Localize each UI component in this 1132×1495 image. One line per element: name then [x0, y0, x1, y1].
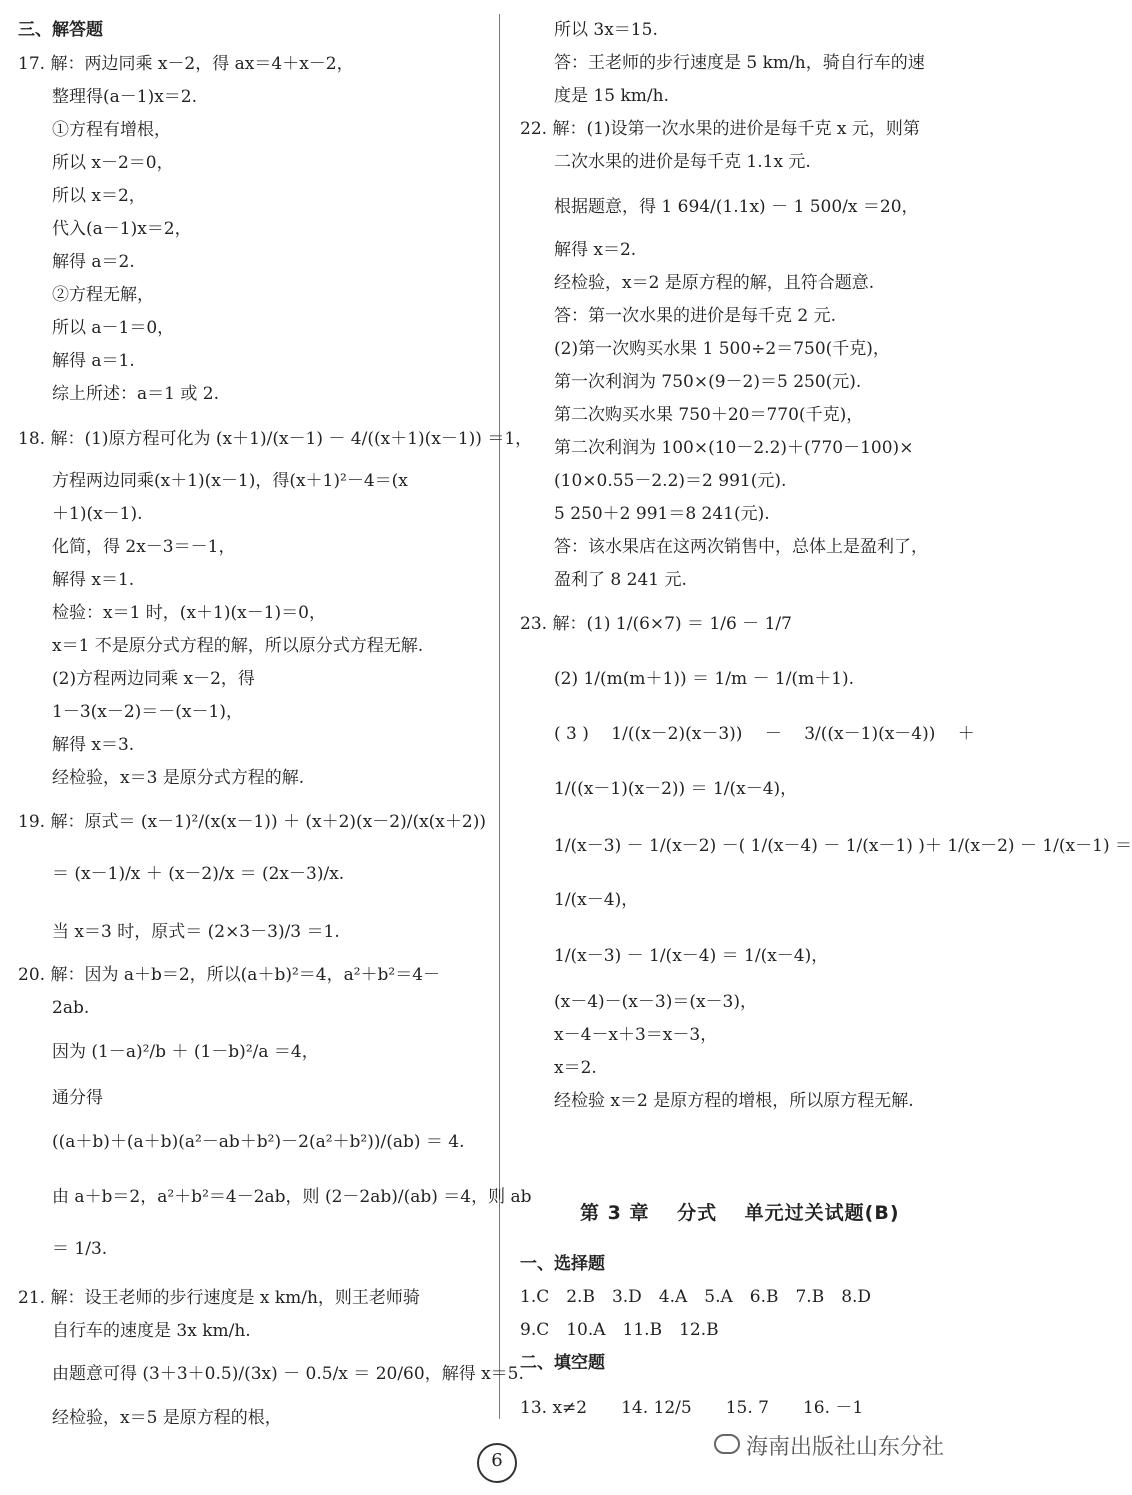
text-line: ((a＋b)＋(a＋b)(a²－ab＋b²)－2(a²＋b²))/(ab) ＝ 4. [52, 1132, 465, 1152]
text-line: 20. 解：因为 a＋b＝2，所以(a＋b)²＝4，a²＋b²＝4－ [18, 965, 441, 985]
text-line: 经检验，x＝2 是原方程的解，且符合题意. [554, 273, 875, 293]
text-line: 检验：x＝1 时，(x＋1)(x－1)＝0， [52, 603, 326, 623]
text-line: 18. 解：(1)原方程可化为 (x＋1)/(x－1) － 4/((x＋1)(x－1)) ＝1， [18, 429, 533, 449]
text-line: 所以 3x＝15. [554, 20, 658, 40]
text-line: 1.C 2.B 3.D 4.A 5.A 6.B 7.B 8.D [520, 1287, 872, 1307]
text-line: 解得 x＝2. [554, 240, 637, 260]
text-line: 代入(a－1)x＝2， [52, 219, 192, 239]
page-number [472, 1443, 522, 1483]
section-heading: 二、填空题 [520, 1353, 605, 1373]
section-heading: 三、解答题 [18, 20, 103, 40]
text-line: 1－3(x－2)＝－(x－1)， [52, 702, 243, 722]
text-line: 经检验，x＝3 是原分式方程的解. [52, 768, 305, 788]
text-line: 1/(x－3) － 1/(x－4) ＝ 1/(x－4)， [554, 946, 829, 966]
page-number-label: 6 [491, 1450, 503, 1471]
text-line: ＋1)(x－1). [52, 504, 143, 524]
text-line: 23. 解：(1) 1/(6×7) ＝ 1/6 － 1/7 [520, 614, 792, 634]
text-line: 经检验，x＝5 是原方程的根， [52, 1408, 282, 1428]
text-line: 第二次购买水果 750＋20＝770(千克)， [554, 405, 864, 425]
text-line: 当 x＝3 时，原式＝ (2×3－3)/3 ＝1. [52, 922, 340, 942]
text-line: 由 a＋b＝2，a²＋b²＝4－2ab，则 (2－2ab)/(ab) ＝4，则 ab [52, 1187, 532, 1207]
text-line: 解得 a＝2. [52, 252, 135, 272]
text-line: 所以 x－2＝0， [52, 153, 174, 173]
text-line: (2)方程两边同乘 x－2，得 [52, 669, 255, 689]
text-line: (2)第一次购买水果 1 500÷2＝750(千克)， [554, 339, 890, 359]
text-line: 整理得(a－1)x＝2. [52, 87, 198, 107]
text-line: 9.C 10.A 11.B 12.B [520, 1320, 719, 1340]
text-line: x－4－x＋3＝x－3， [554, 1025, 718, 1045]
text-line: 1/((x－1)(x－2)) ＝ 1/(x－4)， [554, 779, 798, 799]
text-line: (10×0.55－2.2)＝2 991(元). [554, 471, 787, 491]
text-line: x＝2. [554, 1058, 597, 1078]
text-line: 17. 解：两边同乘 x－2，得 ax＝4＋x－2， [18, 54, 354, 74]
text-line: 通分得 [52, 1088, 103, 1108]
text-line: (2) 1/(m(m＋1)) ＝ 1/m － 1/(m＋1). [554, 669, 855, 689]
text-line: 答：第一次水果的进价是每千克 2 元. [554, 306, 837, 326]
text-line: 答：王老师的步行速度是 5 km/h，骑自行车的速 [554, 53, 925, 73]
text-line: 解得 a＝1. [52, 351, 135, 371]
watermark-text: 海南出版社山东分社 [746, 1435, 945, 1460]
text-line: 答：该水果店在这两次销售中，总体上是盈利了， [554, 537, 928, 557]
text-line: 13. x≠2 14. 12/5 15. 7 16. －1 [520, 1398, 864, 1418]
text-line: 因为 (1－a)²/b ＋ (1－b)²/a ＝4， [52, 1042, 319, 1062]
chapter-title: 第 3 章 分式 单元过关试题(B) [580, 1202, 900, 1224]
text-line: ②方程无解， [52, 285, 154, 305]
text-line: ＝ 1/3. [52, 1239, 108, 1259]
wechat-icon [714, 1434, 740, 1454]
text-line: 自行车的速度是 3x km/h. [52, 1321, 251, 1341]
text-line: 5 250＋2 991＝8 241(元). [554, 504, 770, 524]
text-line: 2ab. [52, 998, 90, 1018]
text-line: 所以 x＝2， [52, 186, 146, 206]
text-line: 解得 x＝3. [52, 735, 135, 755]
text-line: 化简，得 2x－3＝－1， [52, 537, 236, 557]
text-line: 根据题意，得 1 694/(1.1x) － 1 500/x ＝20， [554, 197, 919, 217]
section-heading: 一、选择题 [520, 1254, 605, 1274]
text-line: 由题意可得 (3＋3＋0.5)/(3x) － 0.5/x ＝ 20/60，解得 x＝5. [52, 1364, 524, 1384]
text-line: 盈利了 8 241 元. [554, 570, 687, 590]
text-line: 度是 15 km/h. [554, 86, 669, 106]
text-line: 第一次利润为 750×(9－2)＝5 250(元). [554, 372, 862, 392]
text-line: 22. 解：(1)设第一次水果的进价是每千克 x 元，则第 [520, 119, 920, 139]
text-line: 综上所述：a＝1 或 2. [52, 384, 219, 404]
text-line: 21. 解：设王老师的步行速度是 x km/h，则王老师骑 [18, 1288, 420, 1308]
text-line: (x－4)－(x－3)＝(x－3)， [554, 992, 758, 1012]
text-line: 解得 x＝1. [52, 570, 135, 590]
text-line: 所以 a－1＝0， [52, 318, 175, 338]
text-line: 19. 解：原式＝ (x－1)²/(x(x－1)) ＋ (x＋2)(x－2)/(x(x＋2)) [18, 812, 486, 832]
text-line: 1/(x－4)， [554, 890, 639, 910]
text-line: x＝1 不是原分式方程的解，所以原分式方程无解. [52, 636, 424, 656]
text-line: 第二次利润为 100×(10－2.2)＋(770－100)× [554, 438, 914, 458]
text-line: 1/(x－3) － 1/(x－2) －( 1/(x－4) － 1/(x－1) )＋ 1/(x－2) － 1/(x－1) ＝ [554, 836, 1132, 856]
text-line: 经检验 x＝2 是原方程的增根，所以原方程无解. [554, 1091, 914, 1111]
text-line: ( 3 ) 1/((x－2)(x－3)) － 3/((x－1)(x－4)) ＋ [554, 724, 975, 744]
text-line: 二次水果的进价是每千克 1.1x 元. [554, 152, 811, 172]
text-line: ＝ (x－1)/x ＋ (x－2)/x ＝ (2x－3)/x. [52, 864, 345, 884]
text-line: 方程两边同乘(x＋1)(x－1)，得(x＋1)²－4＝(x [52, 471, 408, 491]
text-line: ①方程有增根， [52, 120, 171, 140]
